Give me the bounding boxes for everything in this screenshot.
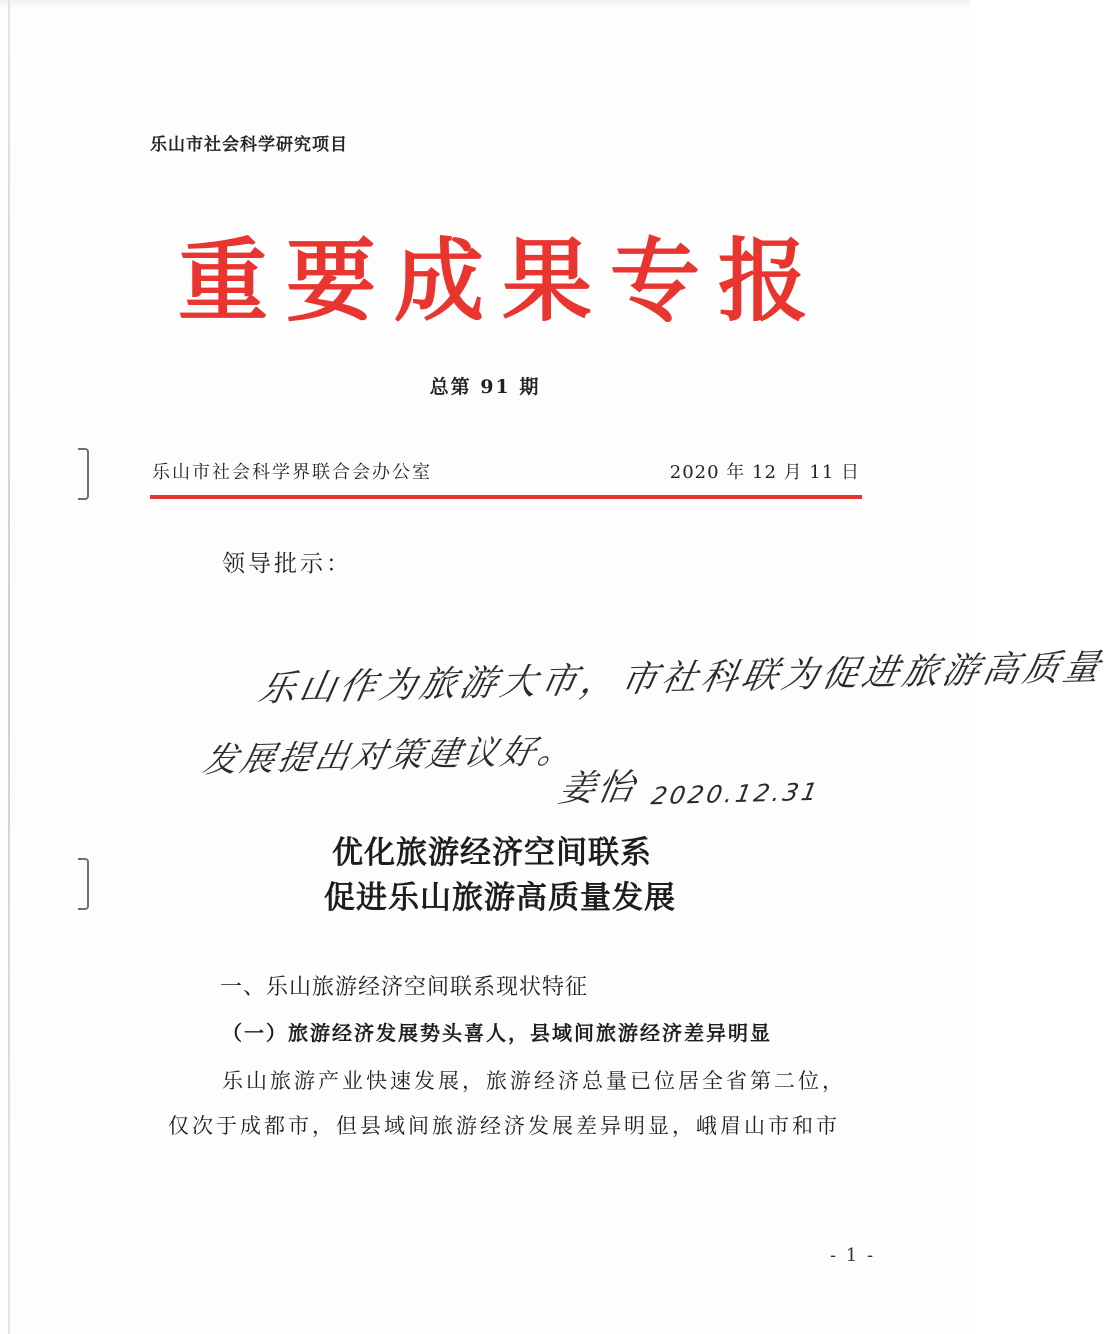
scan-edge-left (8, 0, 10, 1334)
masthead-red-rule (150, 495, 862, 499)
article-title-line2: 促进乐山旅游高质量发展 (324, 880, 676, 916)
page-number: - 1 - (830, 1245, 876, 1266)
issuer-name: 乐山市社会科学界联合会办公室 (152, 462, 432, 483)
body-paragraph-line: 乐山旅游产业快速发展，旅游经济总量已位居全省第二位， (222, 1069, 846, 1093)
masthead-title: 重要成果专报 (178, 228, 826, 334)
scan-edge-top (0, 0, 970, 8)
binding-clip-mark (78, 448, 89, 500)
section-heading: 一、乐山旅游经济空间联系现状特征 (220, 975, 589, 1000)
subsection-heading: （一）旅游经济发展势头喜人，县域间旅游经济差异明显 (222, 1021, 772, 1045)
handwritten-signature-date: 2020.12.31 (648, 777, 823, 811)
body-paragraph-line: 仅次于成都市，但县域间旅游经济发展差异明显，峨眉山市和市 (168, 1114, 840, 1138)
issue-number: 总第 91 期 (429, 376, 541, 398)
handwritten-instruction-line1: 乐山作为旅游大市，市社科联为促进旅游高质量 (255, 647, 1108, 710)
project-label: 乐山市社会科学研究项目 (150, 135, 348, 155)
handwritten-instruction-line2: 发展提出对策建议好。 (199, 731, 580, 781)
leader-instruction-label: 领导批示： (222, 551, 352, 577)
issue-date: 2020 年 12 月 11 日 (669, 462, 860, 483)
handwritten-signature: 姜怡 (555, 767, 640, 810)
article-title-line1: 优化旅游经济空间联系 (332, 835, 652, 871)
